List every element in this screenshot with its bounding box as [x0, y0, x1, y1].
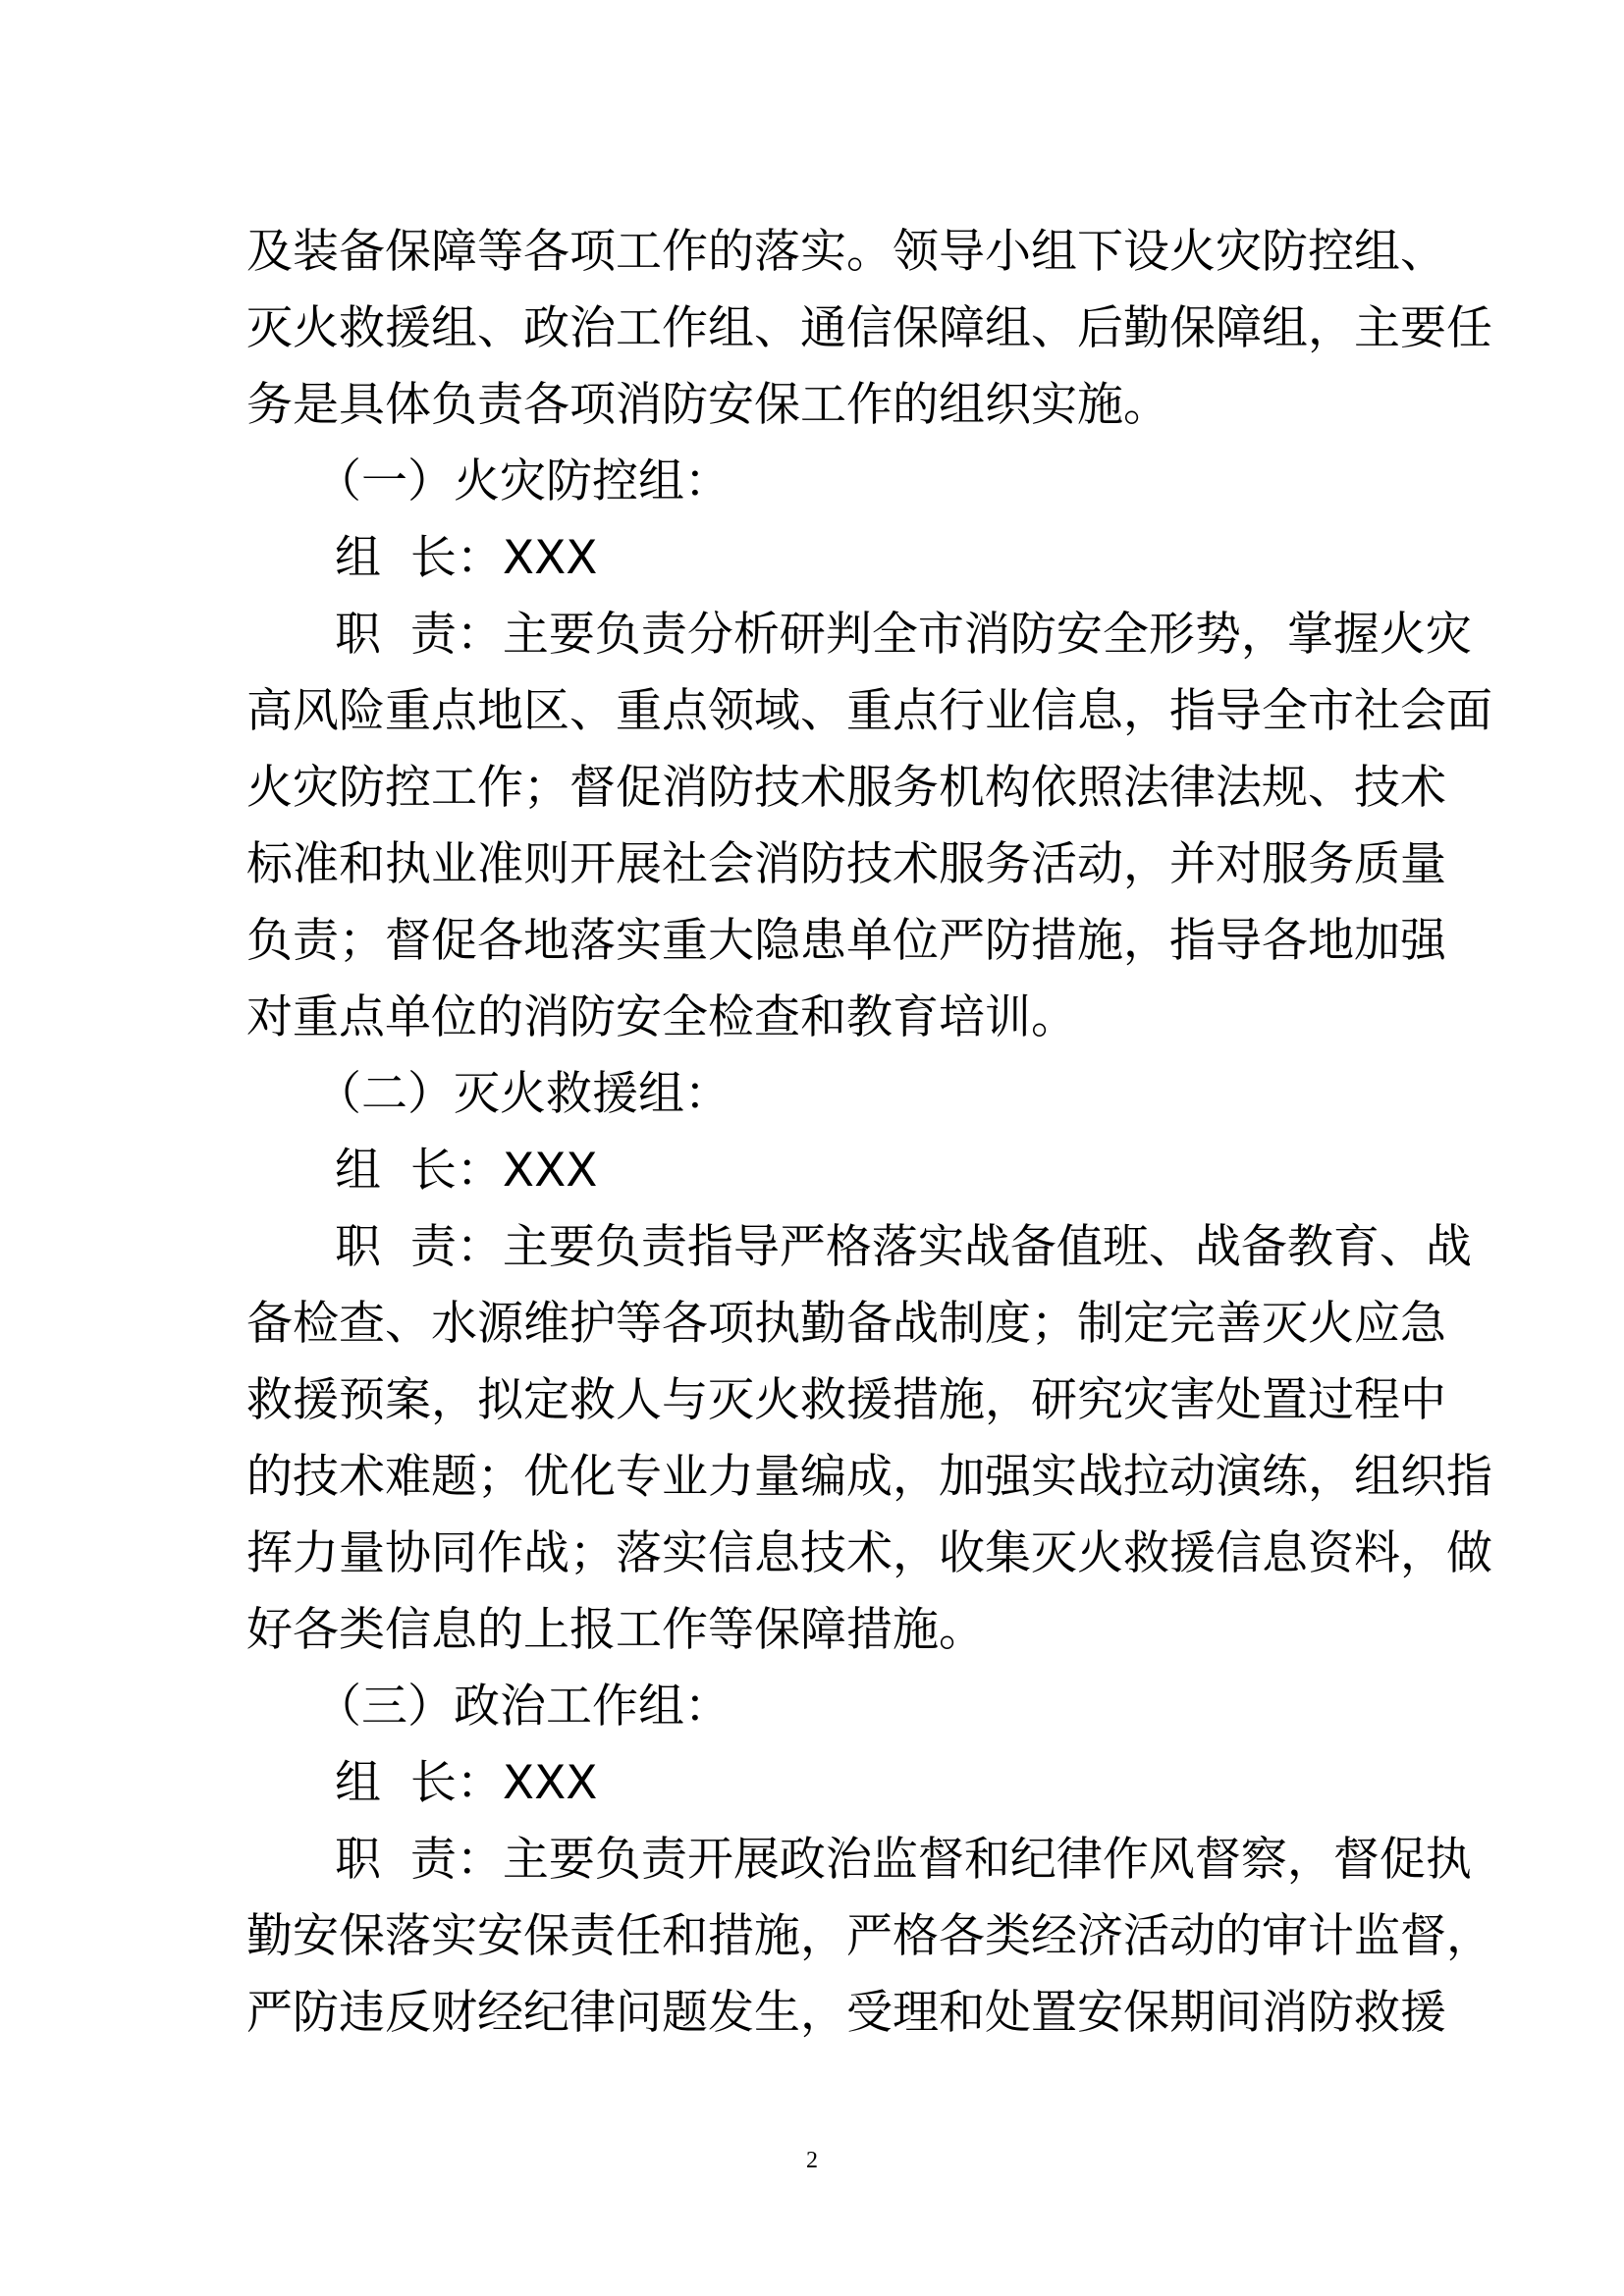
paragraph-line: 勤安保落实安保责任和措施，严格各类经济活动的审计监督，	[246, 1909, 1492, 1963]
paragraph-line: 及装备保障等各项工作的落实。领导小组下设火灾防控组、	[246, 225, 1446, 279]
paragraph-line: 对重点单位的消防安全检查和教育培训。	[246, 990, 1077, 1044]
paragraph-line: 务是具体负责各项消防安保工作的组织实施。	[246, 378, 1169, 432]
paragraph-line: 救援预案，拟定救人与灭火救援措施，研究灾害处置过程中	[246, 1373, 1446, 1427]
group-leader-line: 组 长：XXX	[335, 531, 598, 585]
paragraph-line: 标准和执业准则开展社会消防技术服务活动，并对服务质量	[246, 837, 1446, 891]
paragraph-line: 高风险重点地区、重点领域、重点行业信息，指导全市社会面	[246, 684, 1492, 738]
duty-line: 职 责：主要负责指导严格落实战备值班、战备教育、战	[335, 1220, 1472, 1274]
paragraph-line: 严防违反财经纪律问题发生，受理和处置安保期间消防救援	[246, 1986, 1446, 2040]
group-leader-line: 组 长：XXX	[335, 1756, 598, 1810]
paragraph-line: 灭火救援组、政治工作组、通信保障组、后勤保障组，主要任	[246, 301, 1492, 355]
paragraph-line: 火灾防控工作；督促消防技术服务机构依照法律法规、技术	[246, 761, 1446, 815]
section-heading-political-work: （三）政治工作组：	[315, 1680, 731, 1734]
paragraph-line: 备检查、水源维护等各项执勤备战制度；制定完善灭火应急	[246, 1297, 1446, 1351]
section-heading-firefighting-rescue: （二）灭火救援组：	[315, 1067, 731, 1121]
section-heading-fire-prevention: （一）火灾防控组：	[315, 454, 731, 508]
duty-line: 职 责：主要负责开展政治监督和纪律作风督察，督促执	[335, 1833, 1472, 1887]
duty-line: 职 责：主要负责分析研判全市消防安全形势，掌握火灾	[335, 608, 1472, 662]
paragraph-line: 负责；督促各地落实重大隐患单位严防措施，指导各地加强	[246, 914, 1446, 968]
group-leader-line: 组 长：XXX	[335, 1144, 598, 1198]
paragraph-line: 挥力量协同作战；落实信息技术，收集灭火救援信息资料，做	[246, 1526, 1492, 1580]
paragraph-line: 好各类信息的上报工作等保障措施。	[246, 1603, 985, 1657]
paragraph-line: 的技术难题；优化专业力量编成，加强实战拉动演练，组织指	[246, 1450, 1492, 1504]
body-text	[246, 214, 1492, 2052]
page-number: 2	[806, 2148, 818, 2173]
